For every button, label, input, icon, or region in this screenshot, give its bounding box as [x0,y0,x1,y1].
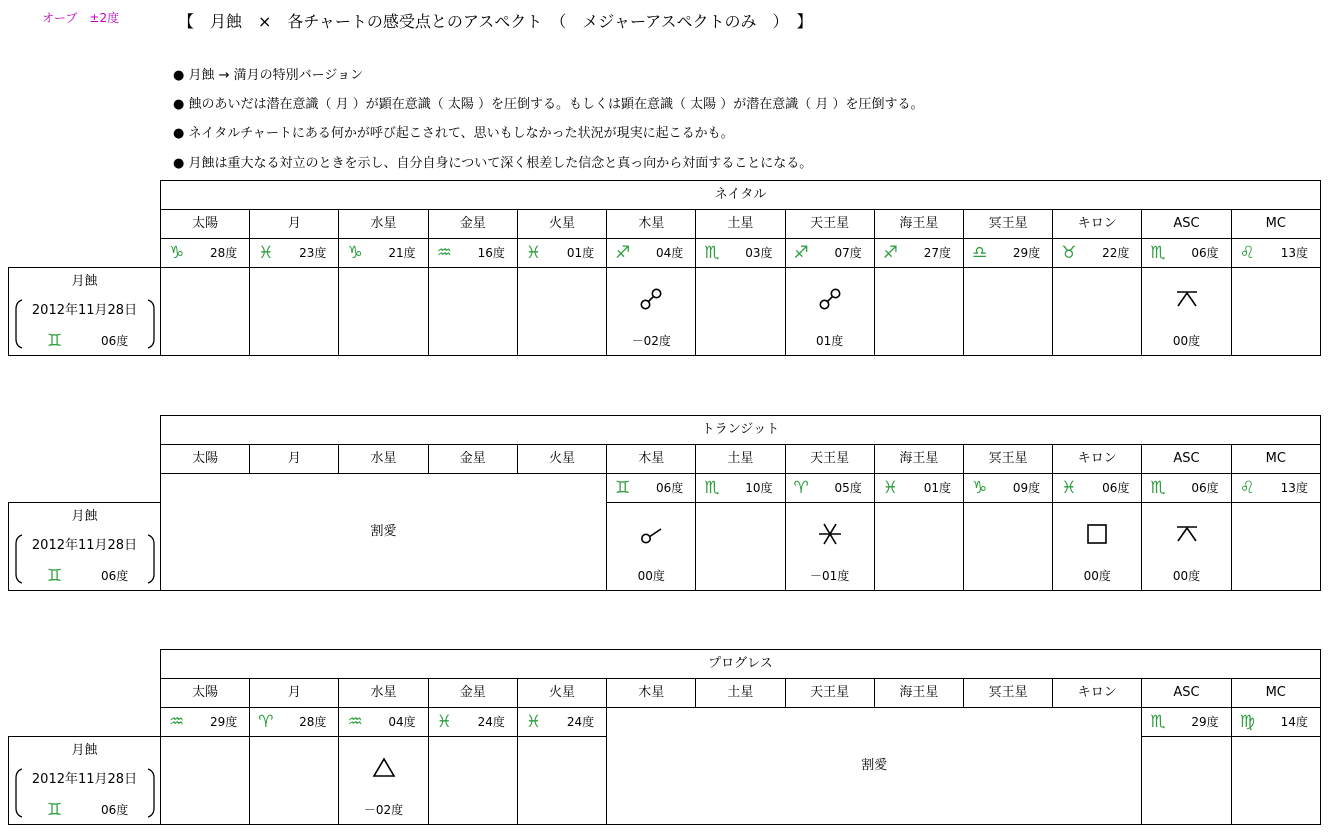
event-name: 月蝕 [71,274,98,289]
bullet-item: ● 月蝕 → 満月の特別バージョン [173,68,364,83]
aspect-cell [1053,268,1142,356]
planet-name: 天王星 [785,445,874,474]
degree: 13度 [1280,246,1308,260]
conjunction-icon [637,520,665,548]
position [786,239,874,267]
aspect [161,737,249,824]
aspect-cell [1231,737,1320,825]
aspect [964,268,1052,355]
orb-note: オーブ ±2度 [42,11,120,25]
blank-cell [9,708,161,737]
planet-name: 月 [250,210,339,239]
blank-cell [9,445,161,474]
degree: 29度 [209,715,238,729]
sagittarius-icon: ♐︎ [615,243,631,263]
position [607,239,695,267]
position-cell [517,239,606,268]
planet-name: MC [1231,679,1320,708]
position [875,474,963,502]
blank-cell [9,679,161,708]
pisces-icon: ♓︎ [1061,478,1077,498]
position [786,474,874,502]
position-cell [1231,708,1320,737]
position-cell [339,239,428,268]
natal-aspect-table [8,180,1321,356]
aspect-cell [963,503,1052,591]
scorpio-icon: ♏︎ [1150,243,1166,263]
square-icon [1083,520,1111,548]
aspect [696,503,784,590]
orb: －02度 [631,334,671,348]
degree: 24度 [477,715,505,729]
leo-icon: ♌︎ [1239,243,1255,263]
sagittarius-icon: ♐︎ [882,243,898,263]
position [875,239,963,267]
aries-icon: ♈︎ [258,712,274,732]
gemini-icon: ♊︎ [47,566,63,586]
pisces-icon: ♓︎ [882,478,898,498]
planet-name: 水星 [339,210,428,239]
position-cell [250,239,339,268]
planet-name: 火星 [517,679,606,708]
orb: 00度 [1083,569,1111,583]
aspect [964,503,1052,590]
position-cell [1142,474,1231,503]
planet-name: 金星 [428,679,517,708]
position [1053,239,1141,267]
degree: 14度 [1280,715,1308,729]
bullet-item: ● ネイタルチャートにある何かが呼び起こされて、思いもしなかった状況が現実に起こるかも。 [173,126,734,141]
aspect-cell [1142,268,1231,356]
planet-name: 海王星 [874,679,963,708]
position-cell [874,474,963,503]
omitted-cell: 割愛 [161,474,607,591]
degree: 24度 [566,715,595,729]
planet-name: 月 [250,679,339,708]
aspect [696,268,784,355]
aspect [1232,737,1320,824]
position [1232,239,1320,267]
aspect-cell [696,268,785,356]
planet-name: 海王星 [874,210,963,239]
blank-cell [9,474,161,503]
position [250,708,338,736]
trine-icon [370,754,398,782]
event-name: 月蝕 [71,743,98,758]
position-cell [785,474,874,503]
planet-name: 木星 [607,679,696,708]
right-paren [147,534,155,584]
aspect-cell [517,268,606,356]
event-cell [9,503,161,591]
degree: 03度 [745,246,773,260]
position [429,239,517,267]
event-degree: 06度 [101,803,129,817]
libra-icon: ♎︎ [971,243,988,263]
position [250,239,338,267]
orb: 00度 [1172,569,1201,583]
position-cell [696,239,785,268]
degree: 13度 [1280,481,1308,495]
aspect-cell [696,503,785,591]
aspect-cell [250,268,339,356]
omitted-cell: 割愛 [607,708,1142,825]
position-cell [428,239,517,268]
aspect [786,268,874,355]
event-degree: 06度 [101,334,129,348]
aspect [1232,268,1320,355]
scorpio-icon: ♏︎ [1150,712,1166,732]
gemini-icon: ♊︎ [615,478,631,498]
position-cell [1231,474,1320,503]
planet-row [9,679,1321,708]
planet-name: 海王星 [874,445,963,474]
sagittarius-icon: ♐︎ [793,243,809,263]
position [1053,474,1141,502]
position [1232,474,1320,502]
bullet-item: ● 月蝕は重大なる対立のときを示し、自分自身について深く根差した信念と真っ向から対面することになる。 [173,156,813,171]
aspect-cell [428,737,517,825]
opposition-icon [637,285,665,313]
gemini-icon: ♊︎ [47,331,63,351]
aspect-cell [250,737,339,825]
planet-name: 土星 [696,210,785,239]
aspect [1142,737,1230,824]
event-cell [9,737,161,825]
table-title-row [9,416,1321,445]
position [964,239,1052,267]
degree: 06度 [1102,481,1130,495]
planet-name: ASC [1142,679,1231,708]
degree: 04度 [656,246,684,260]
position [518,239,606,267]
aspect [786,503,874,590]
blank-cell [9,650,161,679]
planet-name: 火星 [517,210,606,239]
position-cell [161,708,250,737]
degree: 01度 [566,246,595,260]
position-cell [1053,239,1142,268]
position-cell [963,474,1052,503]
planet-name: 水星 [339,445,428,474]
degree: 06度 [1191,481,1219,495]
planet-name: 太陽 [161,210,250,239]
quincunx-icon [1173,520,1201,548]
degree: 05度 [834,481,862,495]
event-label-box [9,268,160,355]
position [429,708,517,736]
planet-name: 火星 [517,445,606,474]
aspect-cell [607,268,696,356]
planet-row [9,445,1321,474]
planet-name: ASC [1142,210,1231,239]
position-cell [607,239,696,268]
aspect [1053,268,1141,355]
event-name: 月蝕 [71,509,98,524]
degree: 22度 [1102,246,1130,260]
planet-name: 太陽 [161,445,250,474]
aspect [429,737,517,824]
planet-name: 天王星 [785,210,874,239]
opposition-icon [816,285,844,313]
capricorn-icon: ♑︎ [971,478,988,498]
aspect-cell [339,737,428,825]
position-cell [1231,239,1320,268]
right-paren [147,299,155,349]
position [161,708,249,736]
aspect [1142,268,1230,355]
position-cell [339,708,428,737]
aspect [1053,503,1141,590]
table-title-row [9,650,1321,679]
aspect [250,737,338,824]
scorpio-icon: ♏︎ [1150,478,1166,498]
position [696,474,784,502]
pisces-icon: ♓︎ [525,243,542,263]
planet-name: ASC [1142,445,1231,474]
degree: 29度 [1191,715,1219,729]
position [607,474,695,502]
aspect-cell [874,268,963,356]
event-date: 2012年11月28日 [31,772,138,787]
planet-name: 土星 [696,679,785,708]
scorpio-icon: ♏︎ [704,478,720,498]
position-cell [874,239,963,268]
position [1232,708,1320,736]
progressed-aspect-table [8,649,1321,825]
orb: －01度 [810,569,850,583]
aspect [607,503,695,590]
orb: 00度 [1172,334,1201,348]
gemini-icon: ♊︎ [47,800,63,820]
event-date: 2012年11月28日 [31,303,138,318]
capricorn-icon: ♑︎ [347,243,363,263]
degree: 28度 [209,246,238,260]
planet-name: キロン [1053,445,1142,474]
degree: 21度 [388,246,416,260]
aspect [250,268,338,355]
degree: 01度 [923,481,951,495]
degree: 06度 [1191,246,1219,260]
aspect [1232,503,1320,590]
position [696,239,784,267]
orb: 01度 [816,334,844,348]
capricorn-icon: ♑︎ [169,243,185,263]
blank-cell [9,181,161,210]
planet-name: キロン [1053,679,1142,708]
aspect [518,737,606,824]
position-cell [785,239,874,268]
taurus-icon: ♉︎ [1061,243,1077,263]
degree: 29度 [1012,246,1041,260]
blank-cell [9,210,161,239]
position-cell [1053,474,1142,503]
aspect-cell [963,268,1052,356]
planet-name: 冥王星 [963,210,1052,239]
aspect-cell [785,268,874,356]
event-cell [9,268,161,356]
aspect [875,503,963,590]
aspect [339,268,427,355]
aspect-cell [428,268,517,356]
pisces-icon: ♓︎ [525,712,542,732]
aspect [518,268,606,355]
planet-name: 金星 [428,445,517,474]
aries-icon: ♈︎ [793,478,809,498]
degree: 07度 [834,246,862,260]
right-paren [147,768,155,818]
degree: 10度 [745,481,773,495]
blank-cell [9,416,161,445]
planet-name: MC [1231,445,1320,474]
aspect-cell [607,503,696,591]
position-cell [517,708,606,737]
position [161,239,249,267]
table-title-row [9,181,1321,210]
planet-name: 金星 [428,210,517,239]
degree: 16度 [477,246,505,260]
aspect-row [9,268,1321,356]
position-cell [607,474,696,503]
leo-icon: ♌︎ [1239,478,1255,498]
aspect-cell [1053,503,1142,591]
planet-name: 冥王星 [963,445,1052,474]
position [339,708,427,736]
position [1142,708,1230,736]
aquarius-icon: ♒︎ [436,243,452,263]
aspect [161,268,249,355]
aquarius-icon: ♒︎ [347,712,363,732]
table-title: トランジット [161,416,1321,445]
orb: 00度 [637,569,665,583]
planet-name: 木星 [607,210,696,239]
planet-name: 水星 [339,679,428,708]
degree: 04度 [388,715,416,729]
position-row [9,708,1321,737]
aspect-cell [1142,737,1231,825]
planet-name: 冥王星 [963,679,1052,708]
degree: 09度 [1012,481,1041,495]
degree: 23度 [299,246,327,260]
position-cell [428,708,517,737]
aspect-cell [1231,268,1320,356]
position [339,239,427,267]
planet-name: キロン [1053,210,1142,239]
aspect-cell [874,503,963,591]
virgo-icon: ♍︎ [1239,712,1255,732]
planet-row [9,210,1321,239]
position [1142,239,1230,267]
aspect [607,268,695,355]
event-degree: 06度 [101,569,129,583]
planet-name: 太陽 [161,679,250,708]
scorpio-icon: ♏︎ [704,243,720,263]
position [518,708,606,736]
position-cell [696,474,785,503]
event-label-box [9,737,160,824]
sextile-icon [816,520,844,548]
degree: 28度 [299,715,327,729]
table-title: プログレス [161,650,1321,679]
degree: 06度 [656,481,684,495]
blank-cell [9,239,161,268]
transit-aspect-table [8,415,1321,591]
page-title: 【 月蝕 × 各チャートの感受点とのアスペクト （ メジャーアスペクトのみ ） 】 [178,12,813,31]
aspect-cell [161,737,250,825]
aspect-cell [1231,503,1320,591]
aspect-cell [339,268,428,356]
planet-name: 土星 [696,445,785,474]
planet-name: 木星 [607,445,696,474]
aquarius-icon: ♒︎ [169,712,185,732]
event-date: 2012年11月28日 [31,538,138,553]
orb: －02度 [363,803,404,817]
pisces-icon: ♓︎ [436,712,452,732]
position-row [9,474,1321,503]
position-cell [1142,239,1231,268]
degree: 27度 [923,246,951,260]
planet-name: 天王星 [785,679,874,708]
quincunx-icon [1173,285,1201,313]
aspect [339,737,427,824]
planet-name: MC [1231,210,1320,239]
pisces-icon: ♓︎ [258,243,274,263]
position [1142,474,1230,502]
planet-name: 月 [250,445,339,474]
position-cell [1142,708,1231,737]
bullet-item: ● 蝕のあいだは潜在意識（ 月 ）が顕在意識（ 太陽 ）を圧倒する。もしくは顕在意識（ 太陽 ）が潜在意識（ 月 ）を圧倒する。 [173,97,924,112]
aspect-cell [785,503,874,591]
aspect [1142,503,1230,590]
aspect-cell [161,268,250,356]
position-cell [963,239,1052,268]
position-row [9,239,1321,268]
position-cell [250,708,339,737]
aspect [875,268,963,355]
position [964,474,1052,502]
event-label-box [9,503,160,590]
aspect-cell [1142,503,1231,591]
aspect-cell [517,737,606,825]
aspect [429,268,517,355]
table-title: ネイタル [161,181,1321,210]
position-cell [161,239,250,268]
